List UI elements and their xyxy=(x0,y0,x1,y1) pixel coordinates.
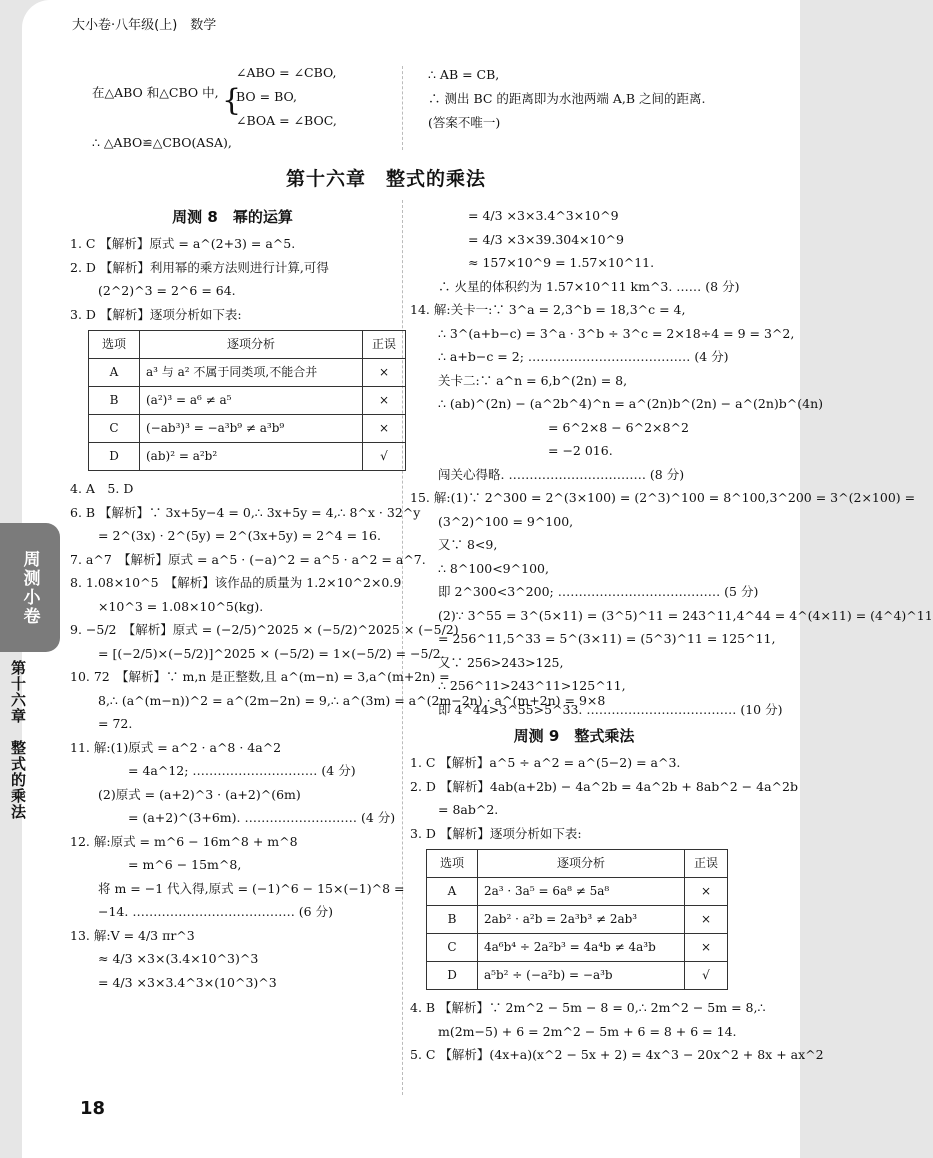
side-tab xyxy=(0,523,60,652)
right-line: 又∵ 8<9, xyxy=(438,537,498,552)
left-line: (2)原式 = (a+2)^3 · (a+2)^(6m) xyxy=(98,786,301,802)
brace-symbol: { xyxy=(222,83,242,118)
table-cell: B xyxy=(427,906,478,934)
table-row xyxy=(89,359,406,387)
brace-line-2: BO = BO, xyxy=(236,89,297,104)
table-header: 正误 xyxy=(685,850,728,878)
left-line: 4. A 5. D xyxy=(70,481,134,496)
right-line: ∴ 256^11>243^11>125^11, xyxy=(438,678,626,693)
left-line: (2^2)^3 = 2^6 = 64. xyxy=(98,283,236,298)
right-line: = 4/3 ×3×39.304×10^9 xyxy=(468,231,624,247)
right-line: 4. B 【解析】∵ 2m^2 − 5m − 8 = 0,∴ 2m^2 − 5m = 8,∴ xyxy=(410,1000,766,1015)
table-cell: × xyxy=(685,934,728,962)
table-row xyxy=(427,878,728,906)
right-line: 又∵ 256>243>125, xyxy=(438,654,564,670)
left-line: 13. 解:V = 4/3 πr^3 xyxy=(70,927,195,943)
top-prefix: 在△ABO 和△CBO 中, xyxy=(92,85,219,100)
right-line: ≈ 157×10^9 = 1.57×10^11. xyxy=(468,255,655,270)
right-line: = 4/3 ×3×3.4^3×10^9 xyxy=(468,208,619,223)
table-cell: C xyxy=(89,415,140,443)
table-cell: (a²)³ = a⁶ ≠ a⁵ xyxy=(140,387,363,415)
right-line: 14. 解:关卡一:∵ 3^a = 2,3^b = 18,3^c = 4, xyxy=(410,302,686,317)
left-line: 2. D 【解析】利用幂的乘方法则进行计算,可得 xyxy=(70,259,329,275)
page-number: 18 xyxy=(80,1098,106,1119)
table-cell: D xyxy=(89,443,140,471)
left-line: ≈ 4/3 ×3×(3.4×10^3)^3 xyxy=(98,951,259,966)
analysis-table-9 xyxy=(426,849,728,990)
right-line: 2. D 【解析】4ab(a+2b) − 4a^2b = 4a^2b + 8ab^2 − 4a^2b xyxy=(410,778,798,794)
page-header: 大小卷·八年级(上) 数学 xyxy=(72,18,217,33)
left-line: 8. 1.08×10^5 【解析】该作品的质量为 1.2×10^2×0.9 xyxy=(70,575,402,590)
table-cell: √ xyxy=(363,443,406,471)
left-line: = m^6 − 15m^8, xyxy=(128,857,242,872)
table-cell: A xyxy=(89,359,140,387)
table-header: 逐项分析 xyxy=(478,850,685,878)
right-line: 3. D 【解析】逐项分析如下表: xyxy=(410,825,582,841)
right-column xyxy=(410,204,933,1067)
table-row xyxy=(427,906,728,934)
right-line: 15. 解:(1)∵ 2^300 = 2^(3×100) = (2^3)^100 = 8^100,3^200 = 3^(2×100) = xyxy=(410,490,916,505)
top-right-line-2: ∴ 测出 BC 的距离即为水池两端 A,B 之间的距离. xyxy=(428,91,706,106)
right-line: = 256^11,5^33 = 5^(3×11) = (5^3)^11 = 125^11, xyxy=(438,631,776,646)
left-line: ×10^3 = 1.08×10^5(kg). xyxy=(98,598,264,614)
left-line: 10. 72 【解析】∵ m,n 是正整数,且 a^(m−n) = 3,a^(m+2n) = xyxy=(70,669,450,684)
table-header: 逐项分析 xyxy=(140,331,363,359)
table-cell: 4a⁶b⁴ ÷ 2a²b³ = 4a⁴b ≠ 4a³b xyxy=(478,934,685,962)
table-row xyxy=(427,934,728,962)
table-header: 选项 xyxy=(89,331,140,359)
right-line: = 6^2×8 − 6^2×8^2 xyxy=(548,419,689,435)
table-row xyxy=(89,443,406,471)
left-line: −14. ………………………………… (6 分) xyxy=(98,904,333,919)
table-header: 正误 xyxy=(363,331,406,359)
table-cell: × xyxy=(363,387,406,415)
right-line: 即 2^300<3^200; ………………………………… (5 分) xyxy=(438,584,759,599)
column-divider-top xyxy=(402,66,403,150)
right-line: = 8ab^2. xyxy=(438,802,499,817)
table-header: 选项 xyxy=(427,850,478,878)
table-cell: a⁵b² ÷ (−a²b) = −a³b xyxy=(478,962,685,990)
right-line: 关卡二:∵ a^n = 6,b^(2n) = 8, xyxy=(438,372,628,388)
right-line: (2)∵ 3^55 = 3^(5×11) = (3^5)^11 = 243^11,4^44 = 4^(4×11) = (4^4)^11 xyxy=(438,607,933,623)
table-cell: × xyxy=(685,878,728,906)
table-cell: 2a³ · 3a⁵ = 6a⁸ ≠ 5a⁸ xyxy=(478,878,685,906)
left-line: 9. −5/2 【解析】原式 = (−2/5)^2025 × (−5/2)^2025 × (−5/2) xyxy=(70,622,459,637)
table-cell: 2ab² · a²b = 2a³b³ ≠ 2ab³ xyxy=(478,906,685,934)
side-tab-label: 周测小卷 xyxy=(19,549,40,626)
right-line: ∴ 8^100<9^100, xyxy=(438,560,549,576)
left-line: 1. C 【解析】原式 = a^(2+3) = a^5. xyxy=(70,236,296,251)
side-chapter-label: 第十六章 整式的乘法 xyxy=(9,660,27,820)
left-line: = 72. xyxy=(98,716,133,731)
right-line: 1. C 【解析】a^5 ÷ a^2 = a^(5−2) = a^3. xyxy=(410,755,681,770)
brace-line-1: ∠ABO = ∠CBO, xyxy=(236,65,337,80)
left-line: 6. B 【解析】∵ 3x+5y−4 = 0,∴ 3x+5y = 4,∴ 8^x · 32^y xyxy=(70,504,421,520)
table-row xyxy=(89,387,406,415)
right-line: ∴ 火星的体积约为 1.57×10^11 km^3. …… (8 分) xyxy=(438,278,740,294)
table-cell: A xyxy=(427,878,478,906)
right-line: m(2m−5) + 6 = 2m^2 − 5m + 6 = 8 + 6 = 14. xyxy=(438,1023,737,1039)
table-row xyxy=(427,962,728,990)
analysis-table-8 xyxy=(88,330,406,471)
brace-line-3: ∠BOA = ∠BOC, xyxy=(236,113,337,128)
right-line: 即 4^44>3^55>5^33. ……………………………… (10 分) xyxy=(438,701,783,717)
table-cell: × xyxy=(363,415,406,443)
top-conclusion: ∴ △ABO≌△CBO(ASA), xyxy=(92,135,232,150)
table-cell: B xyxy=(89,387,140,415)
section-title-8: 周测 8 幂的运算 xyxy=(172,208,293,226)
left-line: 8,∴ (a^(m−n))^2 = a^(2m−2n) = 9,∴ a^(3m) = a^(2m−2n) · a^(m+2n) = 9×8 xyxy=(98,692,606,708)
left-line: = 2^(3x) · 2^(5y) = 2^(3x+5y) = 2^4 = 16. xyxy=(98,528,381,543)
table-cell: × xyxy=(363,359,406,387)
table-cell: (−ab³)³ = −a³b⁹ ≠ a³b⁹ xyxy=(140,415,363,443)
table-cell: C xyxy=(427,934,478,962)
chapter-title: 第十六章 整式的乘法 xyxy=(286,168,487,190)
left-line: = [(−2/5)×(−5/2)]^2025 × (−5/2) = 1×(−5/2) = −5/2. xyxy=(98,645,445,661)
section-title-9: 周测 9 整式乘法 xyxy=(513,727,635,745)
left-line: 12. 解:原式 = m^6 − 16m^8 + m^8 xyxy=(70,833,298,849)
left-line: = 4/3 ×3×3.4^3×(10^3)^3 xyxy=(98,974,277,990)
right-line: (3^2)^100 = 9^100, xyxy=(438,513,574,529)
table-cell: × xyxy=(685,906,728,934)
right-line: ∴ a+b−c = 2; ………………………………… (4 分) xyxy=(438,349,729,364)
top-right-line-3: (答案不唯一) xyxy=(428,115,501,130)
table-cell: a³ 与 a² 不属于同类项,不能合并 xyxy=(140,359,363,387)
right-line: 5. C 【解析】(4x+a)(x^2 − 5x + 2) = 4x^3 − 20x^2 + 8x + ax^2 xyxy=(410,1047,824,1062)
table-cell: D xyxy=(427,962,478,990)
right-line: ∴ (ab)^(2n) − (a^2b^4)^n = a^(2n)b^(2n) − a^(2n)b^(4n) xyxy=(438,396,824,411)
left-line: = 4a^12; ………………………… (4 分) xyxy=(128,763,356,778)
table-cell: √ xyxy=(685,962,728,990)
right-line: = −2 016. xyxy=(548,443,613,458)
right-line: 闯关心得略. …………………………… (8 分) xyxy=(438,466,685,482)
table-cell: (ab)² = a²b² xyxy=(140,443,363,471)
left-line: 将 m = −1 代入得,原式 = (−1)^6 − 15×(−1)^8 = xyxy=(98,880,405,896)
left-line: 7. a^7 【解析】原式 = a^5 · (−a)^2 = a^5 · a^2 = a^7. xyxy=(70,551,426,567)
right-line: ∴ 3^(a+b−c) = 3^a · 3^b ÷ 3^c = 2×18÷4 = 9 = 3^2, xyxy=(438,325,795,341)
table-row xyxy=(89,415,406,443)
left-line: 11. 解:(1)原式 = a^2 · a^8 · 4a^2 xyxy=(70,739,282,755)
top-right-line-1: ∴ AB = CB, xyxy=(428,67,500,82)
left-line: = (a+2)^(3+6m). ……………………… (4 分) xyxy=(128,810,396,825)
left-line: 3. D 【解析】逐项分析如下表: xyxy=(70,306,242,322)
